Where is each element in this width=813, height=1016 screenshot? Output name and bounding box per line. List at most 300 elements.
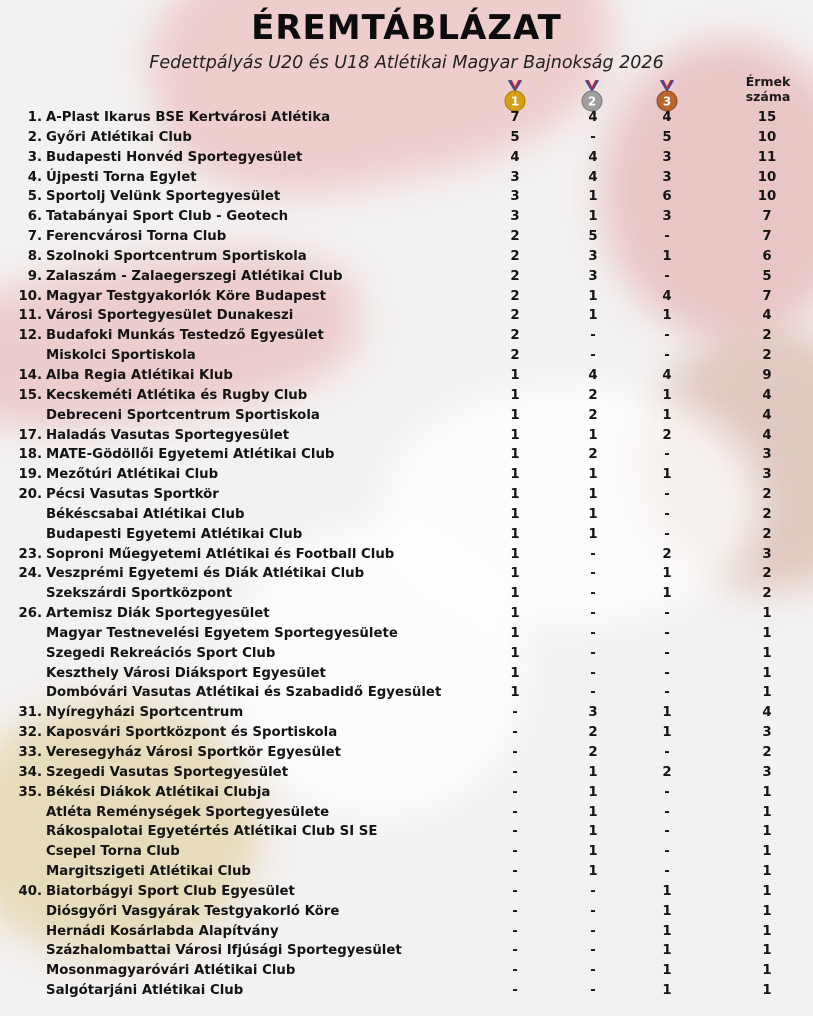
- table-row: [0, 346, 813, 366]
- rank-cell: 10.: [18, 288, 42, 304]
- rank-cell: 26.: [18, 606, 42, 622]
- gold-count: 1: [510, 606, 520, 622]
- total-count: 9: [762, 367, 772, 383]
- club-name: Szegedi Vasutas Sportegyesület: [46, 764, 289, 780]
- rank-cell: 24.: [18, 566, 42, 582]
- gold-count: -: [512, 705, 518, 721]
- silver-count: -: [590, 963, 596, 979]
- silver-count: 1: [588, 804, 598, 820]
- silver-count: 2: [588, 725, 598, 741]
- table-row: [0, 644, 813, 664]
- total-count: 2: [762, 348, 772, 364]
- gold-count: 1: [510, 546, 520, 562]
- club-name: Miskolci Sportiskola: [46, 348, 196, 364]
- rank-cell: 12.: [18, 328, 42, 344]
- silver-count: 2: [588, 387, 598, 403]
- bronze-count: 1: [662, 943, 672, 959]
- silver-count: -: [590, 983, 596, 999]
- total-count: 2: [762, 328, 772, 344]
- gold-count: -: [512, 824, 518, 840]
- table-row: [0, 922, 813, 942]
- gold-count: 2: [510, 268, 520, 284]
- club-name: Mosonmagyaróvári Atlétikai Club: [46, 963, 296, 979]
- silver-count: 1: [588, 824, 598, 840]
- table-row: [0, 247, 813, 267]
- silver-medal-label: 2: [587, 94, 597, 109]
- table-row: [0, 683, 813, 703]
- club-name: MATE-Gödöllői Egyetemi Atlétikai Club: [46, 447, 335, 463]
- rank-cell: 15.: [18, 387, 42, 403]
- club-name: Ferencvárosi Torna Club: [46, 229, 227, 245]
- club-name: Dombóvári Vasutas Atlétikai és Szabadidő Egyesület: [46, 685, 442, 701]
- club-name: Szegedi Rekreációs Sport Club: [46, 645, 276, 661]
- rank-cell: 6.: [27, 209, 42, 225]
- page-subtitle: Fedettpályás U20 és U18 Atlétikai Magyar Bajnokság 2026: [149, 53, 664, 73]
- silver-count: 3: [588, 268, 598, 284]
- bronze-count: -: [664, 487, 670, 503]
- total-count: 1: [762, 983, 772, 999]
- bronze-count: -: [664, 526, 670, 542]
- gold-count: 1: [510, 487, 520, 503]
- club-name: Veszprémi Egyetemi és Diák Atlétikai Club: [46, 566, 365, 582]
- bronze-count: 3: [662, 169, 672, 185]
- total-count: 1: [762, 903, 772, 919]
- bronze-count: 2: [662, 546, 672, 562]
- silver-count: 4: [588, 110, 598, 125]
- gold-count: -: [512, 745, 518, 760]
- table-row: [0, 803, 813, 823]
- gold-count: 2: [510, 308, 520, 324]
- total-count: 10: [757, 169, 777, 185]
- table-row: [0, 743, 813, 763]
- table-row: [0, 187, 813, 207]
- table-row: [0, 941, 813, 961]
- bronze-count: 4: [662, 288, 672, 304]
- silver-count: 3: [588, 705, 598, 721]
- table-row: [0, 505, 813, 525]
- table-row: [0, 267, 813, 287]
- table-row: [0, 465, 813, 485]
- gold-count: -: [512, 764, 518, 780]
- table-row: [0, 386, 813, 406]
- club-name: Békési Diákok Atlétikai Clubja: [46, 784, 271, 800]
- silver-count: -: [590, 625, 596, 641]
- gold-count: 7: [510, 110, 520, 125]
- gold-count: 2: [510, 328, 520, 344]
- bronze-count: -: [664, 229, 670, 245]
- table-row: [0, 485, 813, 505]
- total-count: 7: [762, 288, 772, 304]
- total-count: 2: [762, 586, 772, 602]
- rank-cell: 9.: [27, 268, 42, 284]
- club-name: Artemisz Diák Sportegyesület: [46, 606, 270, 622]
- club-name: Szekszárdi Sportközpont: [46, 586, 233, 602]
- gold-count: 3: [510, 169, 520, 185]
- rank-cell: 5.: [27, 189, 42, 205]
- silver-count: 3: [588, 248, 598, 264]
- bronze-count: -: [664, 268, 670, 284]
- table-row: [0, 445, 813, 465]
- table-row: [0, 624, 813, 644]
- table-row: [0, 207, 813, 227]
- total-count: 6: [762, 248, 772, 264]
- silver-count: -: [590, 348, 596, 364]
- gold-count: 1: [510, 586, 520, 602]
- total-count: 2: [762, 566, 772, 582]
- rank-cell: 11.: [18, 308, 42, 324]
- club-name: Hernádi Kosárlabda Alapítvány: [46, 923, 279, 939]
- gold-count: 5: [510, 129, 520, 145]
- bronze-count: -: [664, 784, 670, 800]
- silver-count: 5: [588, 229, 598, 245]
- bronze-count: 1: [662, 586, 672, 602]
- gold-count: 1: [510, 526, 520, 542]
- bronze-count: 1: [662, 387, 672, 403]
- gold-count: -: [512, 844, 518, 860]
- silver-count: 1: [588, 764, 598, 780]
- gold-count: -: [512, 923, 518, 939]
- silver-count: 4: [588, 149, 598, 165]
- total-count: 1: [762, 804, 772, 820]
- total-count: 2: [762, 526, 772, 542]
- gold-count: -: [512, 963, 518, 979]
- rank-cell: 40.: [18, 883, 42, 899]
- total-count: 1: [762, 645, 772, 661]
- silver-count: -: [590, 546, 596, 562]
- club-name: Salgótarjáni Atlétikai Club: [46, 983, 244, 999]
- bronze-count: 1: [662, 883, 672, 899]
- table-row: [0, 584, 813, 604]
- bronze-count: 3: [662, 149, 672, 165]
- club-name: Haladás Vasutas Sportegyesület: [46, 427, 290, 443]
- club-name: Szolnoki Sportcentrum Sportiskola: [46, 248, 307, 264]
- club-name: Alba Regia Atlétikai Klub: [46, 367, 233, 383]
- total-count: 1: [762, 943, 772, 959]
- silver-count: 1: [588, 288, 598, 304]
- silver-count: -: [590, 903, 596, 919]
- rank-cell: 8.: [27, 248, 42, 264]
- gold-count: 1: [510, 447, 520, 463]
- rank-cell: 34.: [18, 764, 42, 780]
- bronze-count: 4: [662, 367, 672, 383]
- table-row: [0, 148, 813, 168]
- gold-count: 1: [510, 367, 520, 383]
- gold-medal-label: 1: [510, 94, 520, 109]
- table-row: [0, 108, 813, 128]
- table-row: [0, 862, 813, 882]
- club-name: Nyíregyházi Sportcentrum: [46, 705, 244, 721]
- gold-count: -: [512, 883, 518, 899]
- gold-count: -: [512, 725, 518, 741]
- club-name: Tatabányai Sport Club - Geotech: [46, 209, 289, 225]
- total-count: 7: [762, 209, 772, 225]
- table-row: [0, 664, 813, 684]
- gold-count: 2: [510, 248, 520, 264]
- gold-count: 1: [510, 467, 520, 483]
- bronze-count: -: [664, 645, 670, 661]
- rank-cell: 2.: [27, 129, 42, 145]
- silver-count: 2: [588, 407, 598, 423]
- gold-count: 1: [510, 625, 520, 641]
- silver-count: 2: [588, 745, 598, 760]
- total-count: 4: [762, 407, 772, 423]
- bronze-count: 1: [662, 308, 672, 324]
- total-count: 7: [762, 229, 772, 245]
- gold-count: -: [512, 943, 518, 959]
- bronze-count: -: [664, 447, 670, 463]
- club-name: Debreceni Sportcentrum Sportiskola: [46, 407, 320, 423]
- bronze-count: 1: [662, 963, 672, 979]
- total-count: 1: [762, 883, 772, 899]
- rank-cell: 19.: [18, 467, 42, 483]
- silver-count: -: [590, 129, 596, 145]
- bronze-count: 2: [662, 427, 672, 443]
- silver-count: -: [590, 943, 596, 959]
- table-row: [0, 366, 813, 386]
- club-name: Atléta Reménységek Sportegyesülete: [46, 804, 330, 820]
- club-name: Sportolj Velünk Sportegyesület: [46, 189, 281, 205]
- gold-count: -: [512, 784, 518, 800]
- total-medals-header: [728, 74, 808, 104]
- total-count: 1: [762, 844, 772, 860]
- club-name: Budapesti Egyetemi Atlétikai Club: [46, 526, 303, 542]
- gold-count: 4: [510, 149, 520, 165]
- table-row: [0, 882, 813, 902]
- club-name: Újpesti Torna Egylet: [46, 169, 197, 185]
- silver-count: -: [590, 586, 596, 602]
- silver-count: 1: [588, 784, 598, 800]
- table-row: [0, 763, 813, 783]
- gold-count: 1: [510, 665, 520, 681]
- club-name: Budapesti Honvéd Sportegyesület: [46, 149, 303, 165]
- club-name: Mezőtúri Atlétikai Club: [46, 467, 219, 483]
- rank-cell: 20.: [18, 487, 42, 503]
- total-count: 1: [762, 824, 772, 840]
- silver-count: 4: [588, 367, 598, 383]
- rank-cell: 31.: [18, 705, 42, 721]
- silver-count: 1: [588, 506, 598, 522]
- rank-cell: 32.: [18, 725, 42, 741]
- bronze-count: -: [664, 606, 670, 622]
- bronze-count: 1: [662, 725, 672, 741]
- rank-cell: 18.: [18, 447, 42, 463]
- total-count: 3: [762, 447, 772, 463]
- gold-count: 2: [510, 348, 520, 364]
- table-row: [0, 326, 813, 346]
- table-row: [0, 703, 813, 723]
- silver-count: 1: [588, 864, 598, 880]
- bronze-count: 1: [662, 923, 672, 939]
- total-count: 4: [762, 427, 772, 443]
- total-count: 2: [762, 506, 772, 522]
- total-count: 5: [762, 268, 772, 284]
- medal-table: [0, 108, 813, 1001]
- total-count: 2: [762, 487, 772, 503]
- table-row: [0, 723, 813, 743]
- gold-count: 1: [510, 407, 520, 423]
- club-name: Magyar Testnevelési Egyetem Sportegyesülete: [46, 625, 398, 641]
- total-header-line1: Érmek: [745, 74, 791, 89]
- bronze-count: -: [664, 804, 670, 820]
- table-row: [0, 406, 813, 426]
- bronze-count: 1: [662, 566, 672, 582]
- silver-count: 1: [588, 427, 598, 443]
- silver-count: 1: [588, 189, 598, 205]
- table-row: [0, 822, 813, 842]
- club-name: Soproni Műegyetemi Atlétikai és Football Club: [46, 546, 395, 562]
- silver-count: 1: [588, 844, 598, 860]
- silver-count: -: [590, 328, 596, 344]
- club-name: Csepel Torna Club: [46, 844, 180, 860]
- total-count: 3: [762, 725, 772, 741]
- rank-cell: 14.: [18, 367, 42, 383]
- table-row: [0, 783, 813, 803]
- table-row: [0, 426, 813, 446]
- club-name: Százhalombattai Városi Ifjúsági Sportegyesület: [46, 943, 402, 959]
- silver-count: -: [590, 665, 596, 681]
- club-name: Veresegyház Városi Sportkör Egyesület: [46, 745, 341, 760]
- gold-count: -: [512, 864, 518, 880]
- club-name: Keszthely Városi Diáksport Egyesület: [46, 665, 326, 681]
- total-count: 11: [757, 149, 777, 165]
- total-count: 4: [762, 387, 772, 403]
- total-count: 2: [762, 745, 772, 760]
- club-name: Zalaszám - Zalaegerszegi Atlétikai Club: [46, 268, 343, 284]
- table-row: [0, 564, 813, 584]
- rank-cell: 23.: [18, 546, 42, 562]
- bronze-count: -: [664, 506, 670, 522]
- table-row: [0, 545, 813, 565]
- gold-count: 1: [510, 645, 520, 661]
- total-count: 1: [762, 685, 772, 701]
- table-row: [0, 604, 813, 624]
- total-count: 1: [762, 963, 772, 979]
- table-row: [0, 168, 813, 188]
- bronze-count: -: [664, 625, 670, 641]
- rank-cell: 4.: [27, 169, 42, 185]
- club-name: Városi Sportegyesület Dunakeszi: [46, 308, 294, 324]
- bronze-count: -: [664, 864, 670, 880]
- silver-count: -: [590, 685, 596, 701]
- gold-count: 3: [510, 189, 520, 205]
- table-row: [0, 128, 813, 148]
- silver-count: 1: [588, 487, 598, 503]
- table-row: [0, 227, 813, 247]
- table-row: [0, 902, 813, 922]
- club-name: Budafoki Munkás Testedző Egyesület: [46, 328, 324, 344]
- club-name: Magyar Testgyakorlók Köre Budapest: [46, 288, 326, 304]
- club-name: Kaposvári Sportközpont és Sportiskola: [46, 725, 338, 741]
- total-count: 4: [762, 308, 772, 324]
- gold-count: 1: [510, 566, 520, 582]
- total-count: 4: [762, 705, 772, 721]
- gold-count: -: [512, 983, 518, 999]
- rank-cell: 17.: [18, 427, 42, 443]
- table-row: [0, 306, 813, 326]
- rank-cell: 3.: [27, 149, 42, 165]
- rank-cell: 1.: [27, 110, 42, 125]
- gold-count: 1: [510, 427, 520, 443]
- gold-count: 2: [510, 229, 520, 245]
- silver-count: -: [590, 923, 596, 939]
- table-row: [0, 961, 813, 981]
- total-count: 1: [762, 864, 772, 880]
- total-header-line2: száma: [745, 89, 791, 104]
- bronze-count: -: [664, 745, 670, 760]
- club-name: Kecskeméti Atlétika és Rugby Club: [46, 387, 308, 403]
- bronze-count: -: [664, 328, 670, 344]
- silver-count: -: [590, 606, 596, 622]
- silver-count: 1: [588, 209, 598, 225]
- table-row: [0, 287, 813, 307]
- club-name: Békéscsabai Atlétikai Club: [46, 506, 245, 522]
- total-count: 3: [762, 546, 772, 562]
- club-name: Diósgyőri Vasgyárak Testgyakorló Köre: [46, 903, 340, 919]
- bronze-count: -: [664, 844, 670, 860]
- total-count: 1: [762, 665, 772, 681]
- bronze-count: 2: [662, 764, 672, 780]
- total-count: 1: [762, 625, 772, 641]
- page-title: ÉREMTÁBLÁZAT: [251, 8, 562, 48]
- silver-count: 1: [588, 308, 598, 324]
- bronze-count: 1: [662, 248, 672, 264]
- table-row: [0, 842, 813, 862]
- silver-count: -: [590, 566, 596, 582]
- bronze-count: 1: [662, 705, 672, 721]
- total-count: 1: [762, 923, 772, 939]
- bronze-count: -: [664, 824, 670, 840]
- gold-count: 1: [510, 387, 520, 403]
- silver-count: 1: [588, 526, 598, 542]
- total-count: 1: [762, 606, 772, 622]
- bronze-count: 1: [662, 407, 672, 423]
- rank-cell: 7.: [27, 229, 42, 245]
- club-name: Pécsi Vasutas Sportkör: [46, 487, 219, 503]
- bronze-count: -: [664, 665, 670, 681]
- bronze-count: 5: [662, 129, 672, 145]
- bronze-count: 6: [662, 189, 672, 205]
- silver-count: -: [590, 645, 596, 661]
- silver-count: 1: [588, 467, 598, 483]
- rank-cell: 35.: [18, 784, 42, 800]
- table-row: [0, 981, 813, 1001]
- silver-count: 2: [588, 447, 598, 463]
- gold-count: 1: [510, 685, 520, 701]
- bronze-count: -: [664, 685, 670, 701]
- bronze-count: -: [664, 348, 670, 364]
- gold-count: 2: [510, 288, 520, 304]
- bronze-count: 1: [662, 467, 672, 483]
- rank-cell: 33.: [18, 745, 42, 760]
- bronze-count: 3: [662, 209, 672, 225]
- bronze-count: 4: [662, 110, 672, 125]
- club-name: A-Plast Ikarus BSE Kertvárosi Atlétika: [46, 110, 331, 125]
- club-name: Biatorbágyi Sport Club Egyesület: [46, 883, 295, 899]
- gold-count: -: [512, 804, 518, 820]
- club-name: Rákospalotai Egyetértés Atlétikai Club SI SE: [46, 824, 378, 840]
- bronze-medal-label: 3: [662, 94, 672, 109]
- bronze-count: 1: [662, 983, 672, 999]
- gold-count: 1: [510, 506, 520, 522]
- bronze-count: 1: [662, 903, 672, 919]
- table-row: [0, 525, 813, 545]
- total-count: 1: [762, 784, 772, 800]
- gold-count: 3: [510, 209, 520, 225]
- total-count: 15: [757, 110, 777, 125]
- club-name: Margitszigeti Atlétikai Club: [46, 864, 251, 880]
- club-name: Győri Atlétikai Club: [46, 129, 192, 145]
- silver-count: 4: [588, 169, 598, 185]
